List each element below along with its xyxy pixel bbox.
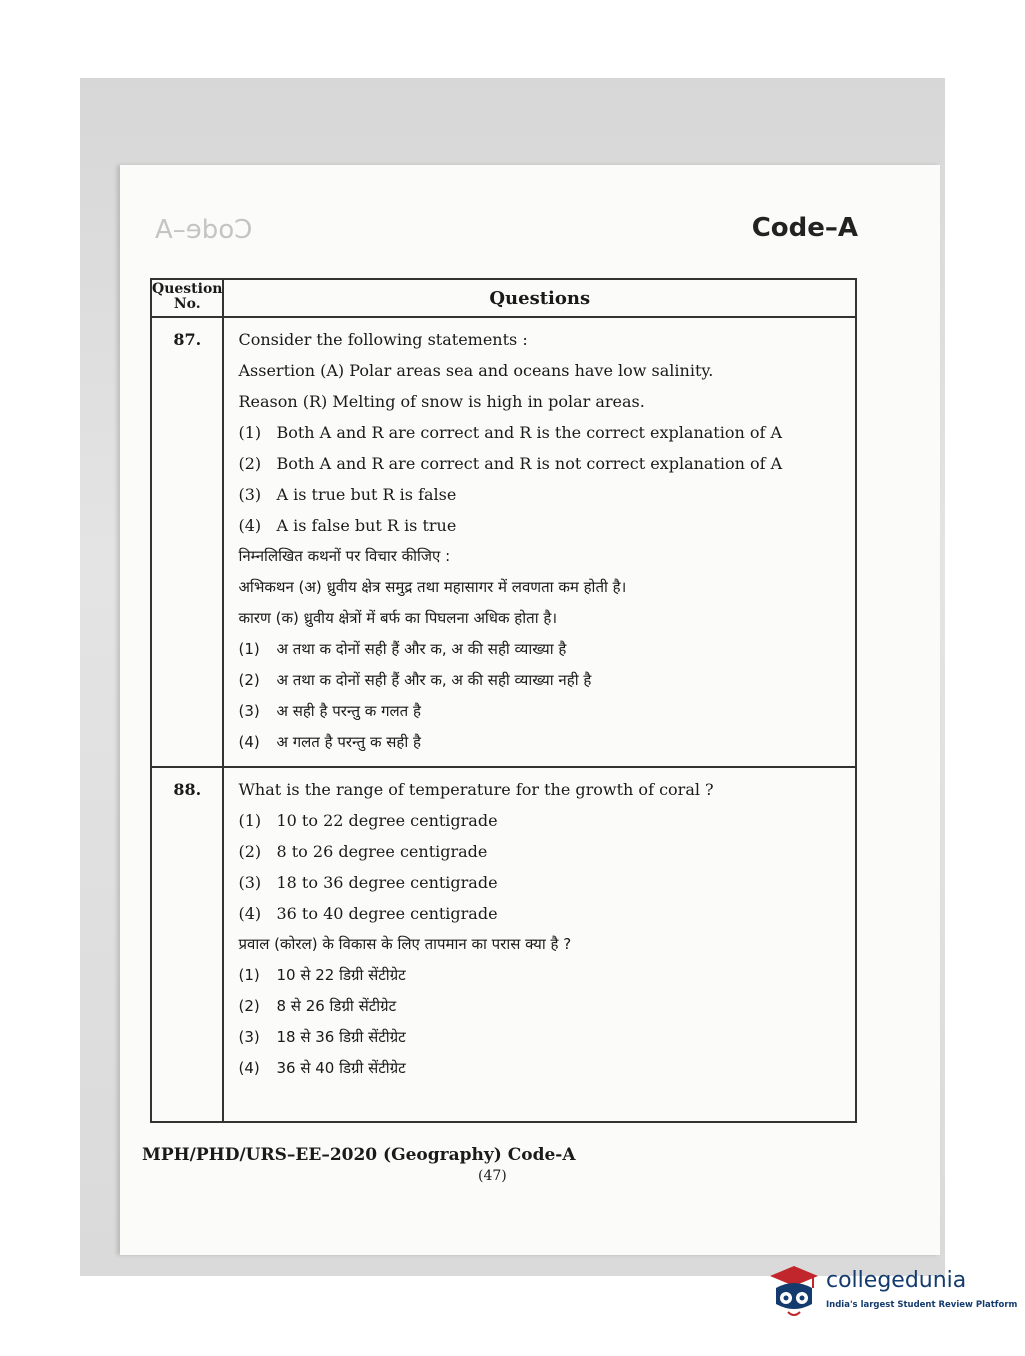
hindi-option-2: (2) 8 से 26 डिग्री सेंटीग्रेट <box>238 997 397 1015</box>
hindi-option-2: (2) अ तथा क दोनों सही हैं और क, अ की सही व्याख्या नही है <box>238 671 592 689</box>
column-header-questions: Questions <box>223 279 856 317</box>
option-1: (1) 10 to 22 degree centigrade <box>238 811 498 830</box>
brand-tagline: India's largest Student Review Platform <box>826 1300 1018 1310</box>
brand-name: collegedunia <box>826 1268 967 1293</box>
option-4: (4) 36 to 40 degree centigrade <box>238 904 498 923</box>
mirrored-show-through-code: Code–A <box>155 215 253 245</box>
exam-page <box>120 165 940 1255</box>
question-table <box>150 278 857 1123</box>
page-number: (47) <box>478 1168 507 1184</box>
hindi-question-line: प्रवाल (कोरल) के विकास के लिए तापमान का परास क्या है ? <box>238 935 572 953</box>
hindi-question-line: निम्नलिखित कथनों पर विचार कीजिए : <box>238 547 451 565</box>
question-row-88 <box>151 767 856 1122</box>
question-body <box>223 767 856 1122</box>
hindi-option-4: (4) 36 से 40 डिग्री सेंटीग्रेट <box>238 1059 406 1077</box>
question-number: 88. <box>151 767 223 1122</box>
column-header-question-no: Question No. <box>151 279 223 317</box>
option-2: (2) 8 to 26 degree centigrade <box>238 842 488 861</box>
option-4: (4) A is false but R is true <box>238 516 457 535</box>
reason-line: Reason (R) Melting of snow is high in polar areas. <box>238 392 645 411</box>
hindi-option-1: (1) 10 से 22 डिग्री सेंटीग्रेट <box>238 966 406 984</box>
hindi-option-3: (3) अ सही है परन्तु क गलत है <box>238 702 421 720</box>
hindi-option-1: (1) अ तथा क दोनों सही हैं और क, अ की सही व्याख्या है <box>238 640 567 658</box>
assertion-line: Assertion (A) Polar areas sea and oceans have low salinity. <box>238 361 714 380</box>
exam-code-footer: MPH/PHD/URS–EE–2020 (Geography) Code-A <box>142 1145 576 1165</box>
hindi-option-3: (3) 18 से 36 डिग्री सेंटीग्रेट <box>238 1028 406 1046</box>
question-number: 87. <box>151 317 223 767</box>
paper-code: Code–A <box>751 213 858 243</box>
table-header-row <box>151 279 856 317</box>
hindi-assertion-line: अभिकथन (अ) ध्रुवीय क्षेत्र समुद्र तथा महासागर में लवणता कम होती है। <box>238 578 627 596</box>
hindi-reason-line: कारण (क) ध्रुवीय क्षेत्रों में बर्फ का पिघलना अधिक होता है। <box>238 609 558 627</box>
question-body <box>223 317 856 767</box>
collegedunia-watermark <box>768 1260 1018 1340</box>
option-3: (3) 18 to 36 degree centigrade <box>238 873 498 892</box>
question-row-87 <box>151 317 856 767</box>
option-1: (1) Both A and R are correct and R is the correct explanation of A <box>238 423 783 442</box>
question-line: Consider the following statements : <box>238 330 528 349</box>
hindi-option-4: (4) अ गलत है परन्तु क सही है <box>238 733 421 751</box>
option-3: (3) A is true but R is false <box>238 485 457 504</box>
option-2: (2) Both A and R are correct and R is not correct explanation of A <box>238 454 783 473</box>
graduate-mascot-icon <box>768 1264 820 1320</box>
question-line: What is the range of temperature for the growth of coral ? <box>238 780 714 799</box>
